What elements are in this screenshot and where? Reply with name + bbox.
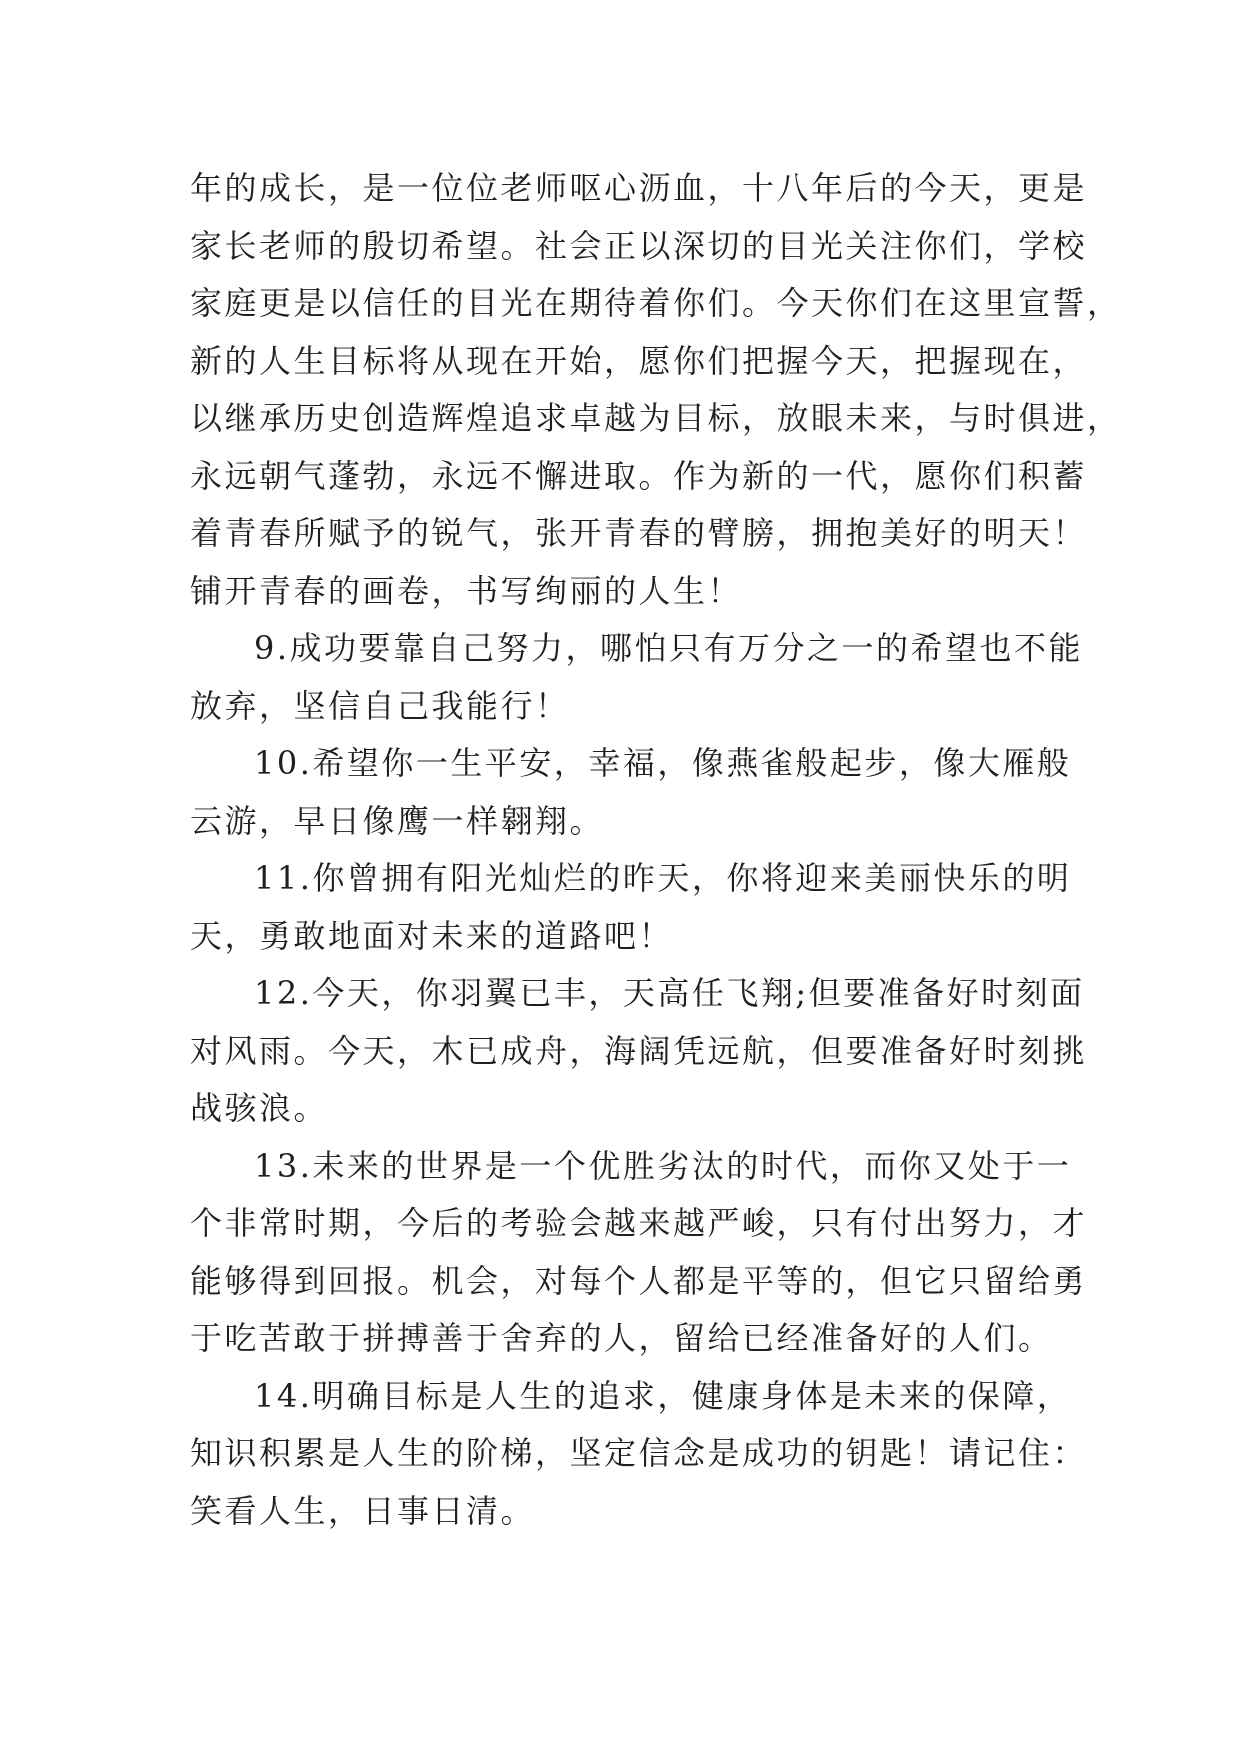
text-line: 笑看人生，日事日清。 [190, 1491, 536, 1530]
text-line: 云游，早日像鹰一样翱翔。 [190, 801, 605, 840]
text-line: 年的成长，是一位位老师呕心沥血，十八年后的今天，更是 [190, 169, 1088, 207]
text-line: 知识积累是人生的阶梯，坚定信念是成功的钥匙！请记住： [190, 1434, 1088, 1472]
text-line: 个非常时期，今后的考验会越来越严峻，只有付出努力，才 [190, 1204, 1088, 1242]
item-11-line: 11.你曾拥有阳光灿烂的昨天，你将迎来美丽快乐的明 [254, 859, 1072, 897]
text-line: 以继承历史创造辉煌追求卓越为目标，放眼未来，与时俱进， [190, 399, 1122, 437]
item-13-line: 13.未来的世界是一个优胜劣汰的时代，而你又处于一 [254, 1146, 1072, 1185]
text-line: 于吃苦敢于拼搏善于舍弃的人，留给已经准备好的人们。 [190, 1319, 1053, 1357]
text-line: 战骇浪。 [190, 1089, 329, 1127]
text-line: 着青春所赋予的锐气，张开青春的臂膀，拥抱美好的明天！ [190, 514, 1088, 552]
text-line: 对风雨。今天，木已成舟，海阔凭远航，但要准备好时刻挑 [190, 1031, 1088, 1070]
item-9-line: 9.成功要靠自己努力，哪怕只有万分之一的希望也不能 [254, 629, 1084, 667]
text-line: 铺开青春的画卷，书写绚丽的人生！ [190, 571, 743, 610]
text-line: 新的人生目标将从现在开始，愿你们把握今天，把握现在， [190, 341, 1088, 380]
text-line: 天，勇敢地面对未来的道路吧！ [190, 916, 674, 955]
text-line: 放弃，坚信自己我能行！ [190, 686, 570, 725]
item-12-line: 12.今天，你羽翼已丰，天高任飞翔;但要准备好时刻面 [254, 974, 1085, 1012]
text-line: 永远朝气蓬勃，永远不懈进取。作为新的一代，愿你们积蓄 [190, 456, 1088, 495]
item-14-line: 14.明确目标是人生的追求，健康身体是未来的保障， [254, 1376, 1072, 1415]
item-10-line: 10.希望你一生平安，幸福，像燕雀般起步，像大雁般 [254, 744, 1072, 782]
text-line: 家长老师的殷切希望。社会正以深切的目光关注你们，学校 [190, 226, 1088, 265]
text-line: 家庭更是以信任的目光在期待着你们。今天你们在这里宣誓， [190, 284, 1122, 322]
body-text [190, 160, 1122, 1540]
text-line: 能够得到回报。机会，对每个人都是平等的，但它只留给勇 [190, 1261, 1088, 1300]
